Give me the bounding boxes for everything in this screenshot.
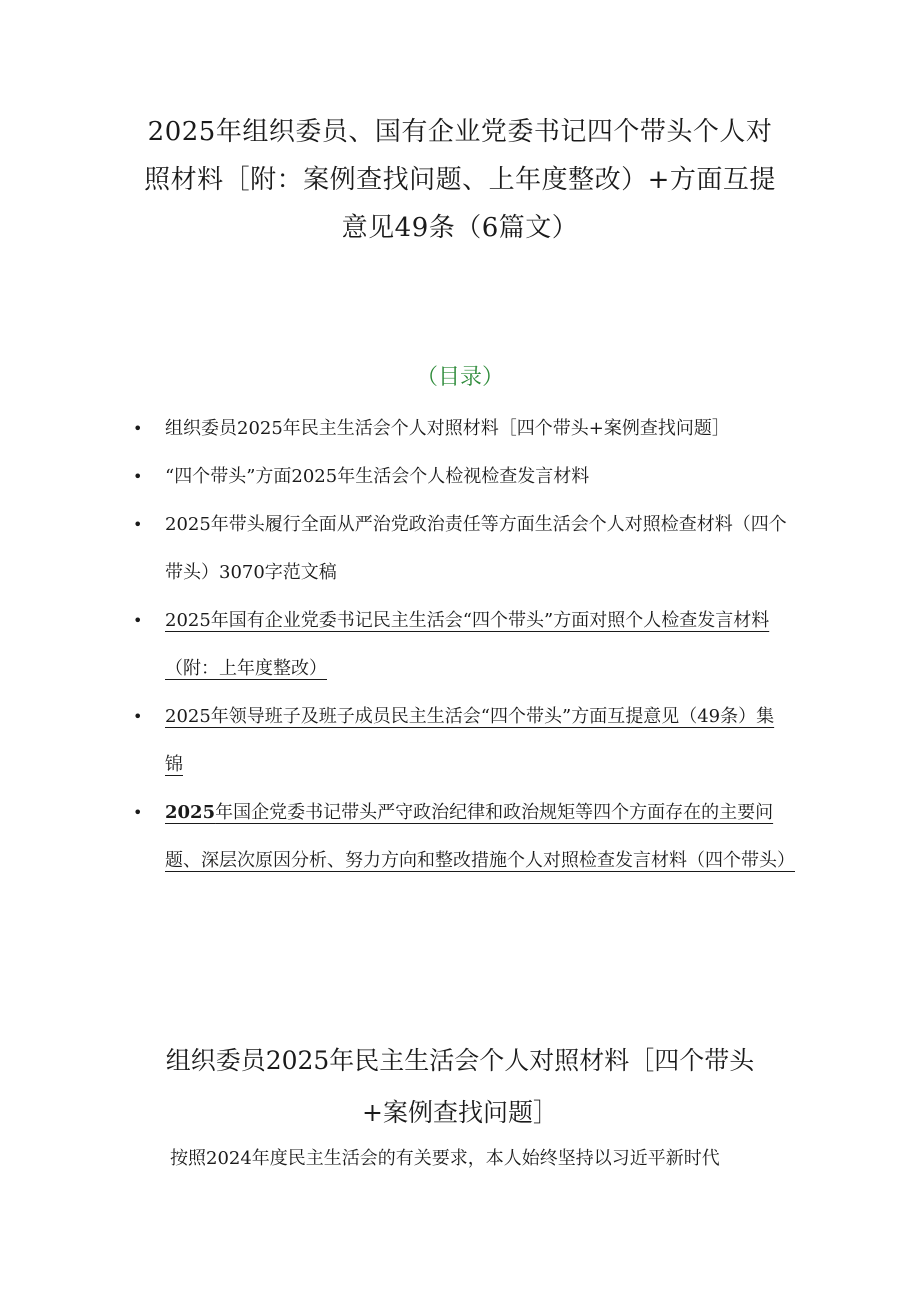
document-title-line: 2025年组织委员、国有企业党委书记四个带头个人对: [147, 117, 773, 147]
toc-item-text: 2025年带头履行全面从严治党政治责任等方面生活会个人对照检查材料（四个带头）3070字范文稿: [165, 514, 787, 583]
section-title-line: +案例查找问题］: [362, 1098, 558, 1127]
document-title: [140, 108, 780, 252]
toc-link-text[interactable]: 2025年领导班子及班子成员民主生活会“四个带头”方面互提意见（49条）集锦: [165, 706, 775, 775]
toc-link-bold-prefix: 2025: [165, 802, 216, 823]
toc-link-rest: 年国企党委书记带头严守政治纪律和政治规矩等四个方面存在的主要问题、深层次原因分析、努力方向和整改措施个人对照检查发言材料（四个带头）: [165, 802, 795, 871]
bullet-icon: •: [133, 467, 143, 486]
toc-link-text[interactable]: [165, 802, 795, 871]
table-of-contents: [0, 405, 920, 885]
toc-item-link[interactable]: [0, 597, 790, 693]
bullet-icon: •: [133, 611, 143, 630]
section-title: [140, 1035, 780, 1139]
bullet-icon: •: [133, 515, 143, 534]
body-paragraph: 按照2024年度民主生活会的有关要求，本人始终坚持以习近平新时代: [170, 1148, 720, 1169]
toc-item-link[interactable]: [0, 693, 790, 789]
section-title-line: 组织委员2025年民主生活会个人对照材料［四个带头: [165, 1046, 755, 1075]
toc-item-text: “四个带头”方面2025年生活会个人检视检查发言材料: [165, 466, 590, 487]
toc-link-text[interactable]: 2025年国有企业党委书记民主生活会“四个带头”方面对照个人检查发言材料（附：上年度整改）: [165, 610, 770, 679]
toc-item: [0, 453, 790, 501]
toc-heading: （目录）: [415, 365, 504, 390]
toc-item-link[interactable]: [0, 789, 795, 885]
toc-item-text: 组织委员2025年民主生活会个人对照材料［四个带头+案例查找问题］: [165, 418, 730, 439]
bullet-icon: •: [133, 419, 143, 438]
bullet-icon: •: [133, 707, 143, 726]
toc-item: [0, 405, 790, 453]
document-title-line: 照材料［附：案例查找问题、上年度整改）+方面互提: [144, 165, 776, 195]
toc-item: [0, 501, 790, 597]
document-title-line: 意见49条（6篇文）: [341, 213, 579, 243]
bullet-icon: •: [133, 803, 143, 822]
